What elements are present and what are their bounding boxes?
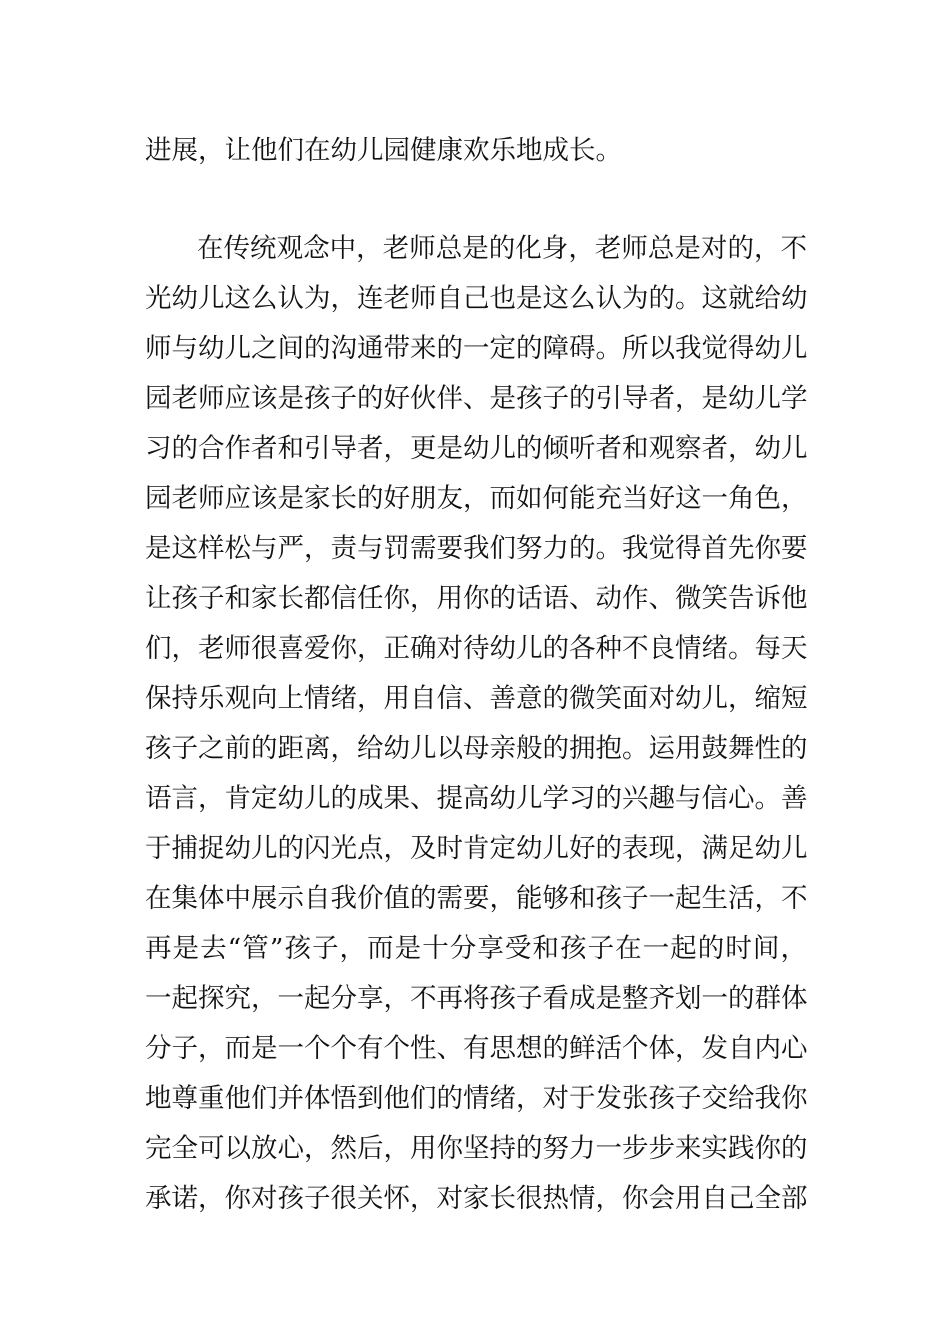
text-line: 完全可以放心，然后，用你坚持的努力一步步来实践你的 <box>145 1133 807 1164</box>
text-line: 语言，肯定幼儿的成果、提高幼儿学习的兴趣与信心。善 <box>145 783 807 814</box>
text-line: 地尊重他们并体悟到他们的情绪，对于发张孩子交给我你 <box>145 1083 807 1114</box>
text-line: 光幼儿这么认为，连老师自己也是这么认为的。这就给幼 <box>145 283 807 314</box>
text-line: 园老师应该是家长的好朋友，而如何能充当好这一角色， <box>145 483 807 514</box>
text-line: 承诺，你对孩子很关怀，对家长很热情，你会用自己全部 <box>145 1183 807 1214</box>
text-line: 在传统观念中，老师总是的化身，老师总是对的，不 <box>197 233 807 264</box>
text-line: 分子，而是一个个有个性、有思想的鲜活个体，发自内心 <box>145 1033 807 1064</box>
text-line: 让孩子和家长都信任你，用你的话语、动作、微笑告诉他 <box>145 583 807 614</box>
text-line: 是这样松与严，责与罚需要我们努力的。我觉得首先你要 <box>145 533 807 564</box>
text-line: 进展，让他们在幼儿园健康欢乐地成长。 <box>145 135 622 166</box>
text-line: 于捕捉幼儿的闪光点，及时肯定幼儿好的表现，满足幼儿 <box>145 833 807 864</box>
text-line: 们，老师很喜爱你，正确对待幼儿的各种不良情绪。每天 <box>145 633 807 664</box>
text-line: 园老师应该是孩子的好伙伴、是孩子的引导者，是幼儿学 <box>145 383 807 414</box>
text-line: 保持乐观向上情绪，用自信、善意的微笑面对幼儿，缩短 <box>145 683 807 714</box>
text-line: 再是去“管”孩子，而是十分享受和孩子在一起的时间， <box>145 933 807 964</box>
text-line: 习的合作者和引导者，更是幼儿的倾听者和观察者，幼儿 <box>145 433 807 464</box>
text-line: 在集体中展示自我价值的需要，能够和孩子一起生活，不 <box>145 883 807 914</box>
text-line: 师与幼儿之间的沟通带来的一定的障碍。所以我觉得幼儿 <box>145 333 807 364</box>
text-line: 孩子之前的距离，给幼儿以母亲般的拥抱。运用鼓舞性的 <box>145 733 807 764</box>
text-line: 一起探究，一起分享，不再将孩子看成是整齐划一的群体 <box>145 983 807 1014</box>
